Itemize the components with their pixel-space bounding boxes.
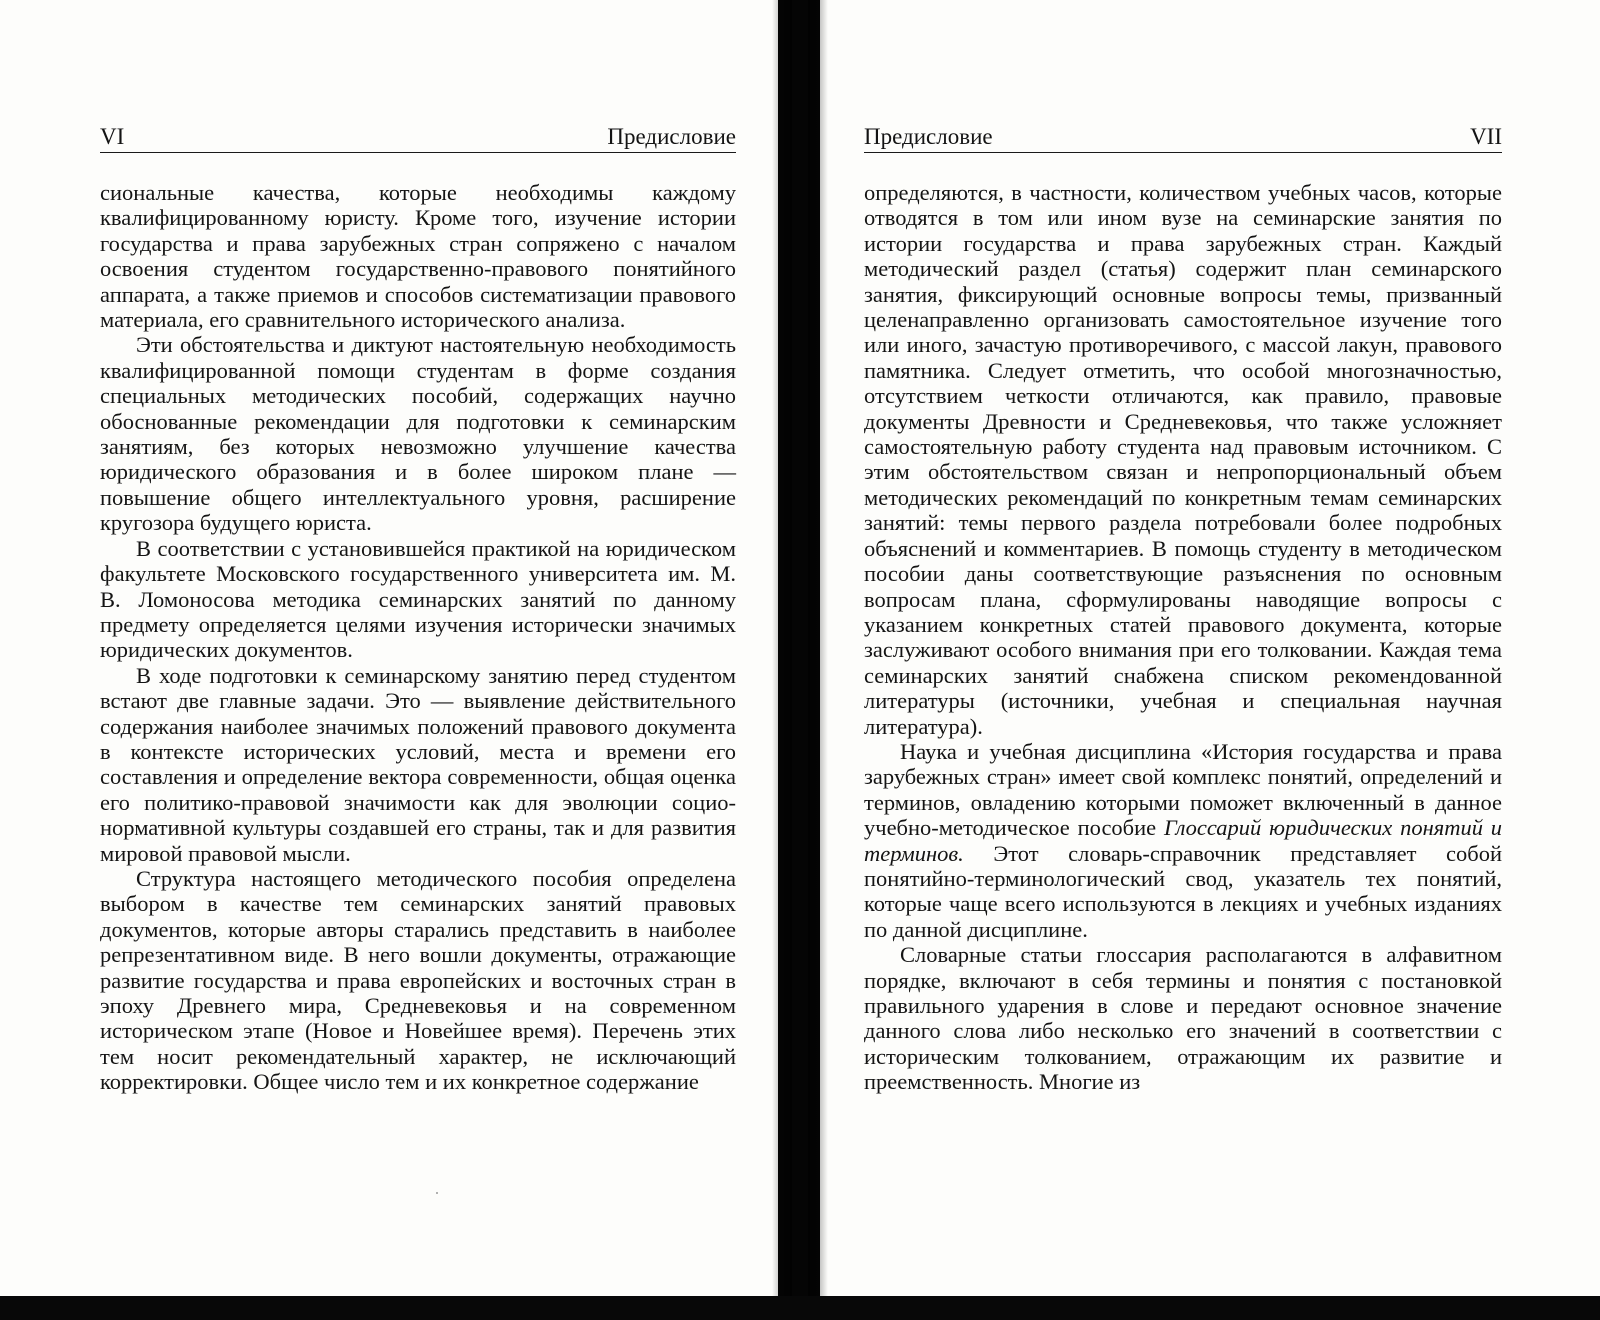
paragraph: В соответствии с установившейся практикой на юридическом факультете Московского государственного университета им. М. В. Ломоносова методика семинарских занятий по данному предмету определяется целями изучения исторически значимых юридических документов. [100,535,736,663]
running-title: Предисловие [864,124,993,149]
paragraph: Словарные статьи глоссария располагаются в алфавитном порядке, включают в себя термины и понятия с постановкой правильного ударения в слове и передают основное значение данного слова либо несколько его значений в соответствии с историческим толкованием, отражающим их развитие и преемственность. Многие из [864,942,1502,1095]
left-page [0,0,790,1296]
paragraph [864,739,1502,942]
paragraph-text: Этот словарь-справочник представляет собой понятийно-терминологический свод, указатель тех понятий, которые чаще всего используются в лекциях и учебных изданиях по данной дисциплине. [864,840,1502,942]
book-gutter [778,0,820,1310]
paragraph-text: Наука и учебная дисциплина «История государства и права зарубежных стран» имеет свой комплекс понятий, определений и терминов, овладению которыми поможет включенный в данное учебно-методическое пособие [864,738,1502,841]
paragraph: Эти обстоятельства и диктуют настоятельную необходимость квалифицированной помощи студентам в форме создания специальных методических пособий, содержащих научно обоснованные рекомендации для подготовки к семинарским занятиям, без которых невозможно улучшение качества юридического образования и в более широком плане — повышение общего интеллектуального уровня, расширение кругозора будущего юриста. [100,332,736,536]
running-head-right [864,122,1502,153]
right-page [808,0,1600,1296]
paragraph: Структура настоящего методического пособия определена выбором в качестве тем семинарских занятий правовых документов, которые авторы старались представить в наиболее репрезентативном виде. В него вошли документы, отражающие развитие государства и права европейских и восточных стран в эпоху Древнего мира, Средневековья и на современном историческом этапе (Новое и Новейшее время). Перечень этих тем носит рекомендательный характер, не исключающий корректировки. Общее число тем и их конкретное содержание [100,865,736,1095]
paragraph: сиональные качества, которые необходимы каждому квалифицированному юристу. Кроме того, изучение истории государства и права зарубежных стран сопряжено с началом освоения студентом государственно-правового понятийного аппарата, а также приемов и способов систематизации правового материала, его сравнительного исторического анализа. [100,180,736,333]
running-title: Предисловие [607,124,736,149]
scan-bottom-edge [0,1296,1600,1320]
paragraph: определяются, в частности, количеством учебных часов, которые отводятся в том или ином вузе на семинарские занятия по истории государства и права зарубежных стран. Каждый методический раздел (статья) содержит план семинарского занятия, фиксирующий основные вопросы темы, призванный целенаправленно организовать самостоятельное изучение того или иного, зачастую противоречивого, с массой лакун, правового памятника. Следует отметить, что особой многозначностью, отсутствием четкости отличаются, как правило, правовые документы Древности и Средневековья, что также усложняет самостоятельную работу студента над правовым источником. С этим обстоятельством связан и непропорциональный объем методических рекомендаций по конкретным темам семинарских занятий: темы первого раздела потребовали более подробных объяснений и комментариев. В помощь студенту в методическом пособии даны соответствующие разъяснения по основным вопросам плана, сформулированы наводящие вопросы с указанием конкретных статей правового документа, которые заслуживают особого внимания при его толковании. Каждая тема семинарских занятий снабжена списком рекомендованной литературы (источники, учебная и специальная научная литература). [864,180,1502,739]
glossary-title: Глоссарий юридических понятий и терминов. [864,815,1502,866]
page-number: VI [100,124,125,149]
body-text-right [864,180,1502,1095]
paragraph: В ходе подготовки к семинарскому занятию перед студентом встают две главные задачи. Это — выявление действительного содержания наиболее значимых положений правового документа в контексте исторических условий, места и времени его составления и определение вектора современности, общая оценка его политико-правовой значимости как для эволюции социо-нормативной культуры создавшей его страны, так и для развития мировой правовой мысли. [100,662,736,866]
scan-speck [436,1192,438,1194]
running-head-left [100,122,736,153]
page-number: VII [1470,124,1502,149]
body-text-left [100,180,736,1095]
